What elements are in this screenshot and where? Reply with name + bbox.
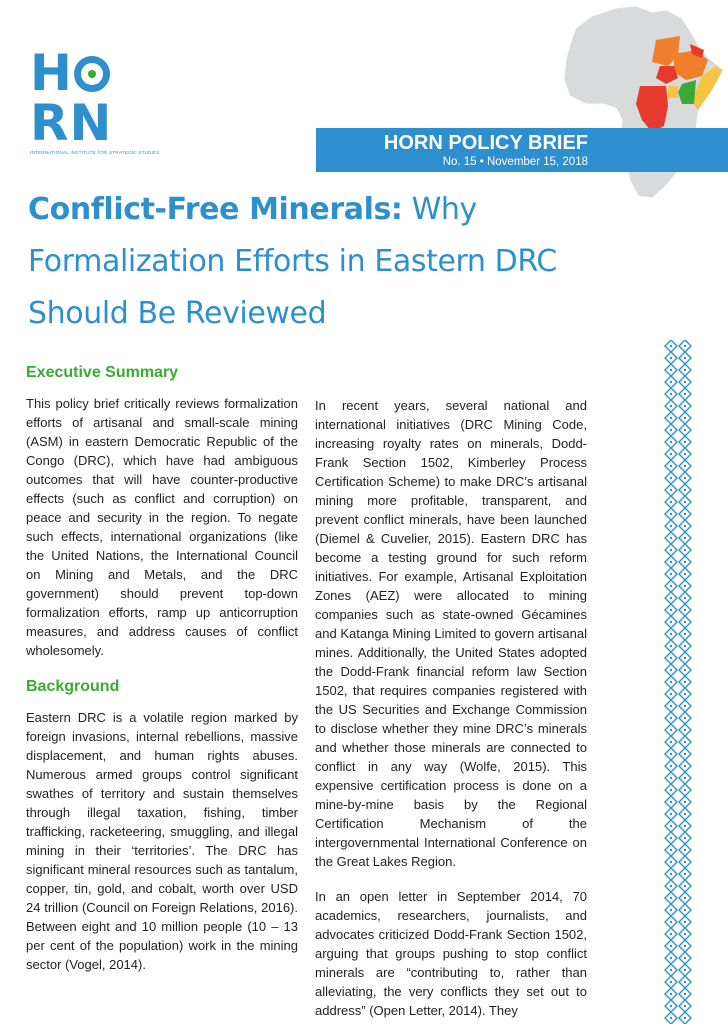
logo-subtitle: INTERNATIONAL INSTITUTE FOR STRATEGIC STUDIES bbox=[30, 150, 160, 155]
title-bold-part: Conflict-Free Minerals: bbox=[28, 192, 403, 227]
document-title bbox=[28, 184, 628, 340]
decorative-diamond-border bbox=[664, 340, 692, 1024]
map-region-uganda bbox=[668, 86, 678, 98]
background-body: Eastern DRC is a volatile region marked by foreign invasions, internal rebellions, massive displacement, and human rights abuses. Numerous armed groups control significant swathes of territory and sustain themselves through illegal taxation, fishing, timber trafficking, racketeering, smuggling, and illegal mining in their ‘territories’. The DRC has significant mineral resources such as tantalum, copper, tin, gold, and cobalt, worth over USD 24 trillion (Council on Foreign Relations, 2016). Between eight and 10 million people (10 – 13 per cent of the population) work in the mining sector (Vogel, 2014). bbox=[26, 710, 298, 972]
right-column bbox=[315, 396, 587, 1036]
executive-summary-body: This policy brief critically reviews formalization efforts of artisanal and small-scale mining (ASM) in eastern Democratic Republic of the Congo (DRC), which have had ambiguous outcomes that will have counter-productive effects (such as conflict and corruption) on peace and security in the region. To negate such effects, international organizations (like the United Nations, the International Council on Mining and Metals, and the DRC government) should prevent top-down formalization efforts, ramp up anticorruption measures, and address causes of conflict wholesomely. bbox=[26, 396, 298, 658]
logo-wordmark: HRN bbox=[30, 44, 113, 152]
policy-brief-banner bbox=[316, 128, 728, 172]
right-paragraph-2: In an open letter in September 2014, 70 academics, researchers, journalists, and advocates criticized Dodd-Frank Section 1502, arguing that groups pushing to stop conflict minerals are “contributing to, rather than alleviating, the very conflicts they set out to address” (Open Letter, 2014). They bbox=[315, 889, 587, 1018]
logo-o-ring-icon bbox=[74, 56, 110, 92]
left-column bbox=[26, 362, 298, 974]
background-heading: Background bbox=[26, 678, 120, 695]
brief-issue-date: No. 15 • November 15, 2018 bbox=[442, 156, 588, 168]
horn-logo bbox=[30, 44, 170, 155]
title-regular-part: Why Formalization Efforts in Eastern DRC Should Be Reviewed bbox=[28, 192, 557, 331]
executive-summary-heading: Executive Summary bbox=[26, 364, 179, 381]
right-paragraph-1: In recent years, several national and international initiatives (DRC Mining Code, increasing royalty rates on minerals, Dodd-Frank Section 1502, Kimberley Process Certification Scheme) to make DRC’s artisanal mining more profitable, transparent, and prevent conflict minerals, have been launched (Diemel & Cuvelier, 2015). Eastern DRC has become a testing ground for such reform initiatives. For example, Artisanal Exploitation Zones (AEZ) were allocated to mining companies such as state-owned Gécamines and Katanga Mining Limited to govern artisanal mines. Additionally, the United States adopted the Dodd-Frank financial reform law Section 1502, that requires companies registered with the US Securities and Exchange Commission to disclose whether they mine DRC’s minerals and whether those minerals are connected to conflict in any way (Wolfe, 2015). This expensive certification process is done on a mine-by-mine basis by the Regional Certification Mechanism of the intergovernmental International Conference on the Great Lakes Region. bbox=[315, 398, 587, 869]
brief-title: HORN POLICY BRIEF bbox=[383, 132, 588, 154]
